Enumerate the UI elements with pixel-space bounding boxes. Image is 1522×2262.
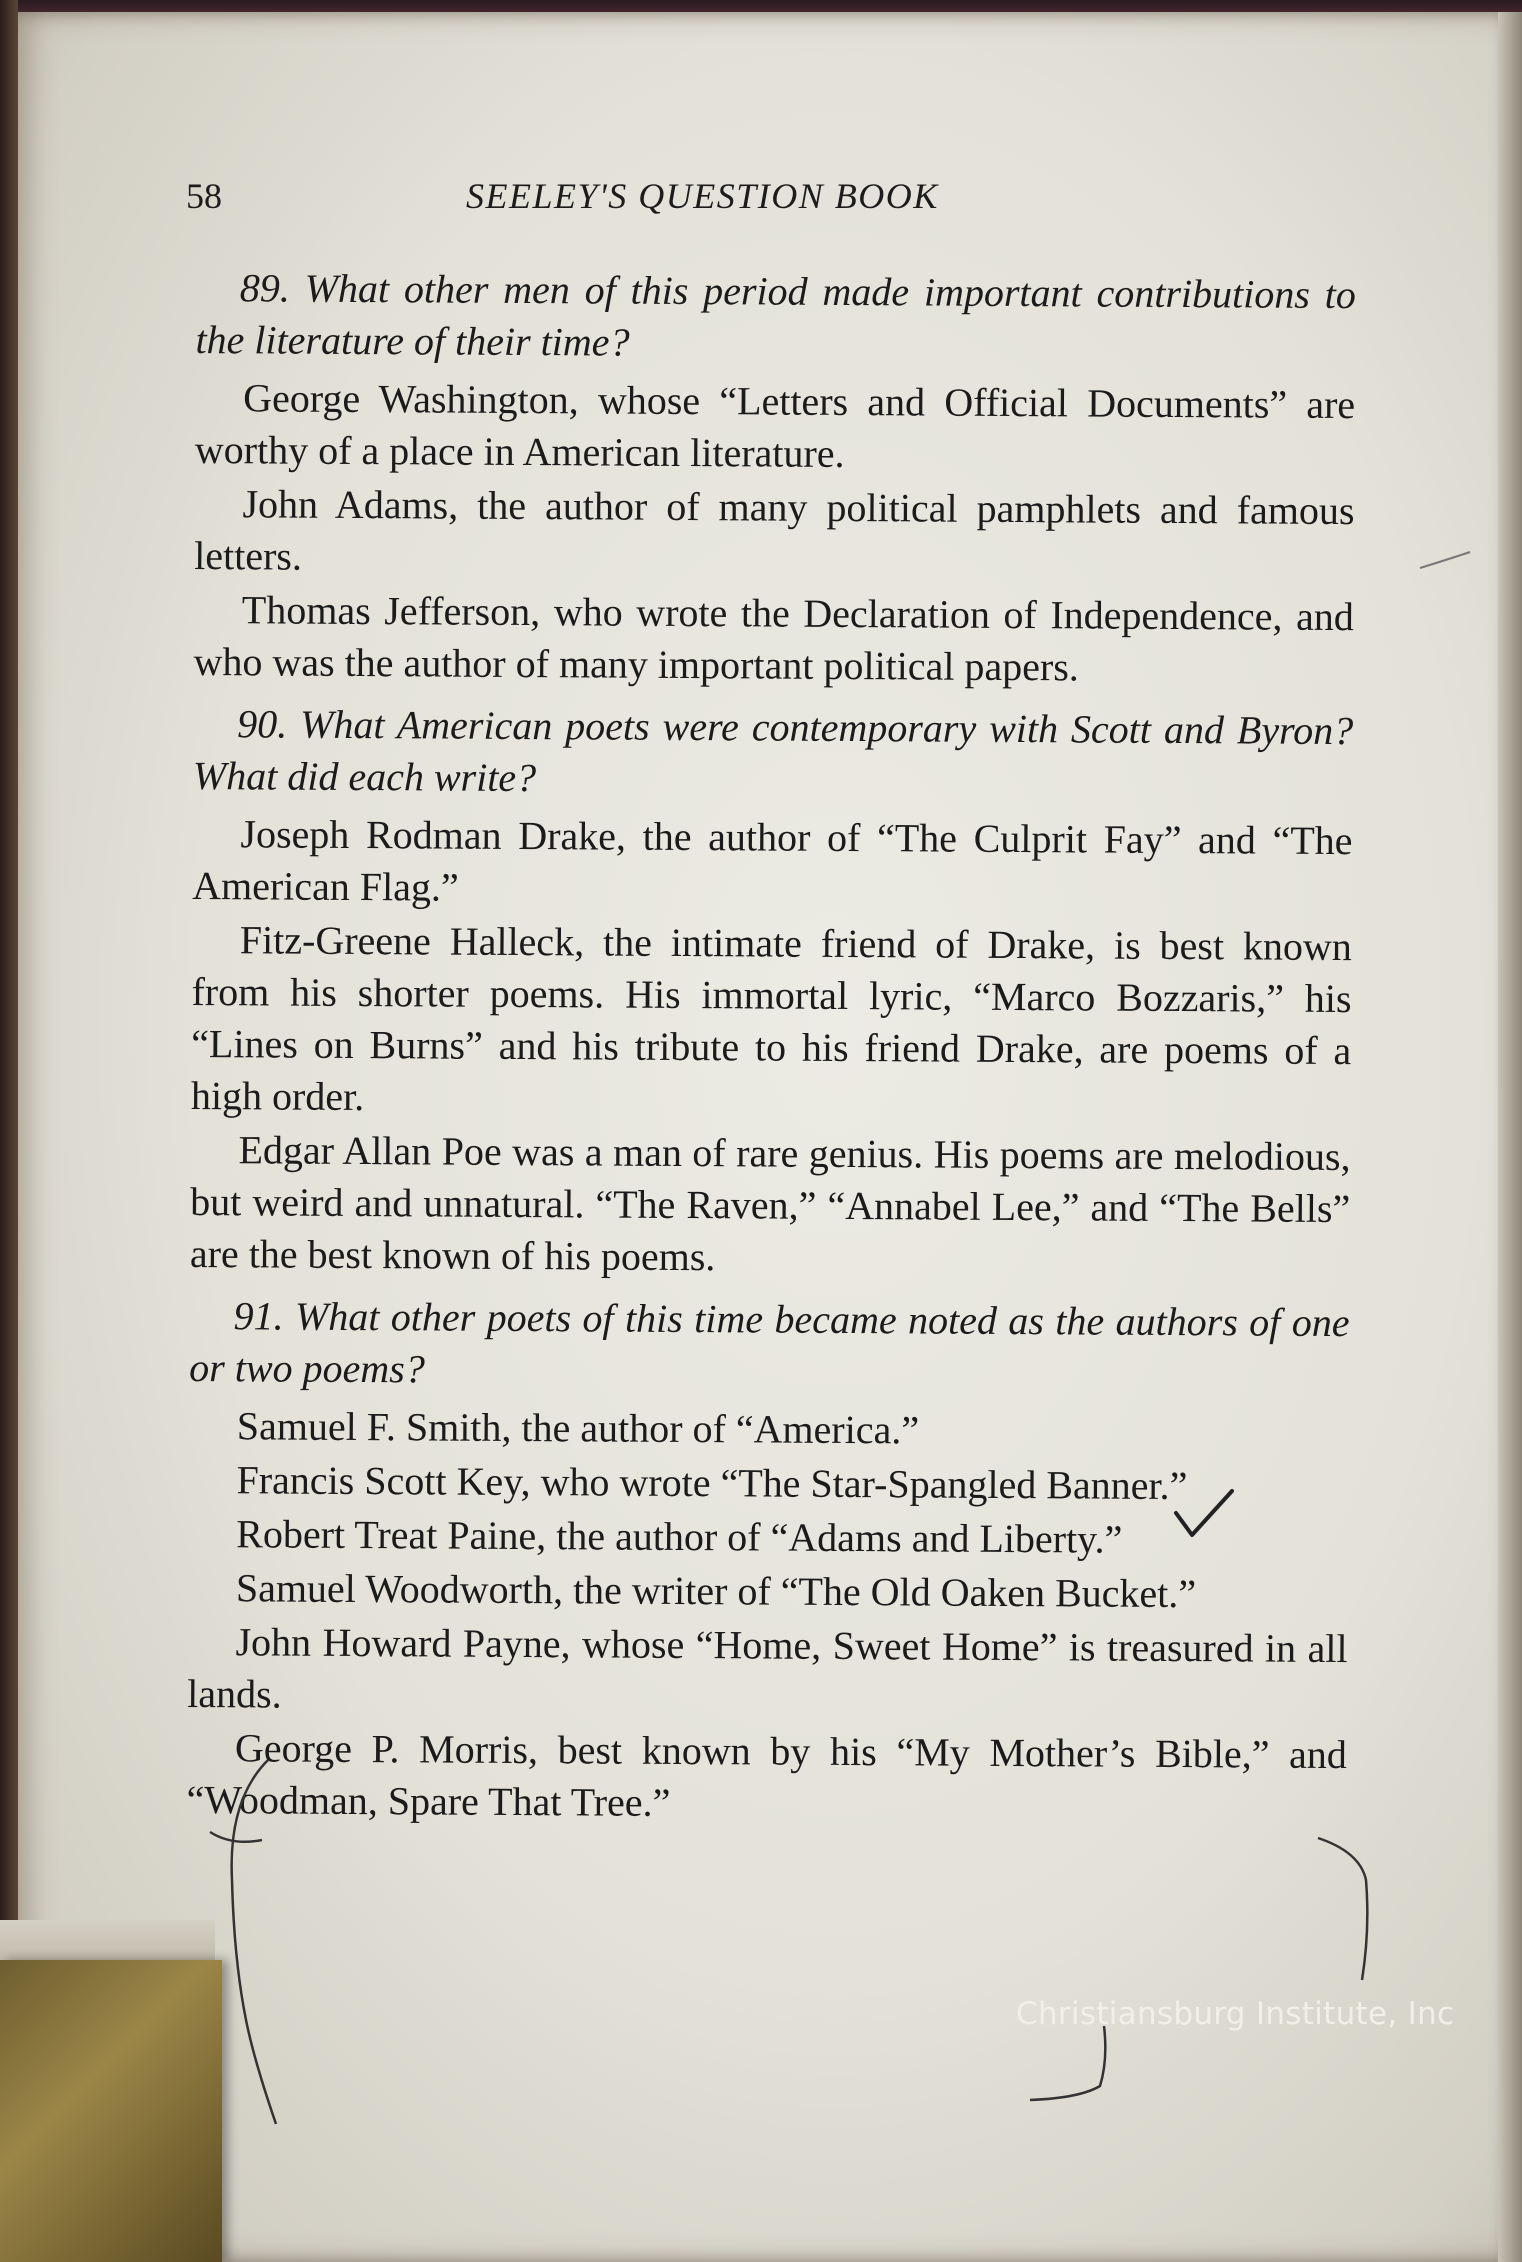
answer: John Howard Payne, whose “Home, Sweet Home” is treasured in all lands. (187, 1619, 1348, 1717)
bookmark-strip (0, 1960, 222, 2262)
answer: Edgar Allan Poe was a man of rare genius. His poems are melodious, but weird and unnatural. “The Raven,” “Annabel Lee,” and “The Bells” are the best known of his poems. (189, 1127, 1351, 1280)
answer: Samuel Woodworth, the writer of “The Old Oaken Bucket.” (235, 1565, 1197, 1617)
answer: Fitz-Greene Halleck, the intimate friend of Drake, is best known from his shorter poems. His immortal lyric, “Marco Bozzaris,” his “Lines on Burns” and his tribute to his friend Drake, are poems of a high order. (190, 917, 1352, 1120)
answer: George P. Morris, best known by his “My Mother’s Bible,” and “Woodman, Spare That Tree.” (186, 1725, 1348, 1825)
answer: George Washington, whose “Letters and Official Documents” are worthy of a place in American literature. (194, 375, 1356, 476)
question: 90. What American poets were contemporary with Scott and Byron? What did each write? (192, 701, 1354, 801)
page-number: 58 (186, 176, 222, 216)
answer: Francis Scott Key, who wrote “The Star-Spangled Banner.” (236, 1457, 1188, 1509)
answer: Samuel F. Smith, the author of “America.” (236, 1403, 920, 1453)
answer: Thomas Jefferson, who wrote the Declaration of Independence, and who was the author of many important political papers. (193, 587, 1354, 690)
watermark: Christiansburg Institute, Inc (1016, 1996, 1455, 2032)
answer: Robert Treat Paine, the author of “Adams and Liberty.” (236, 1511, 1123, 1562)
question: 91. What other poets of this time became noted as the authors of one or two poems? (189, 1293, 1350, 1392)
answer: Joseph Rodman Drake, the author of “The Culprit Fay” and “The American Flag.” (192, 811, 1353, 910)
answer: John Adams, the author of many political pamphlets and famous letters. (194, 481, 1355, 579)
question: 89. What other men of this period made important contributions to the literature of their time? (195, 265, 1356, 365)
running-title: SEELEY'S QUESTION BOOK (466, 176, 939, 216)
